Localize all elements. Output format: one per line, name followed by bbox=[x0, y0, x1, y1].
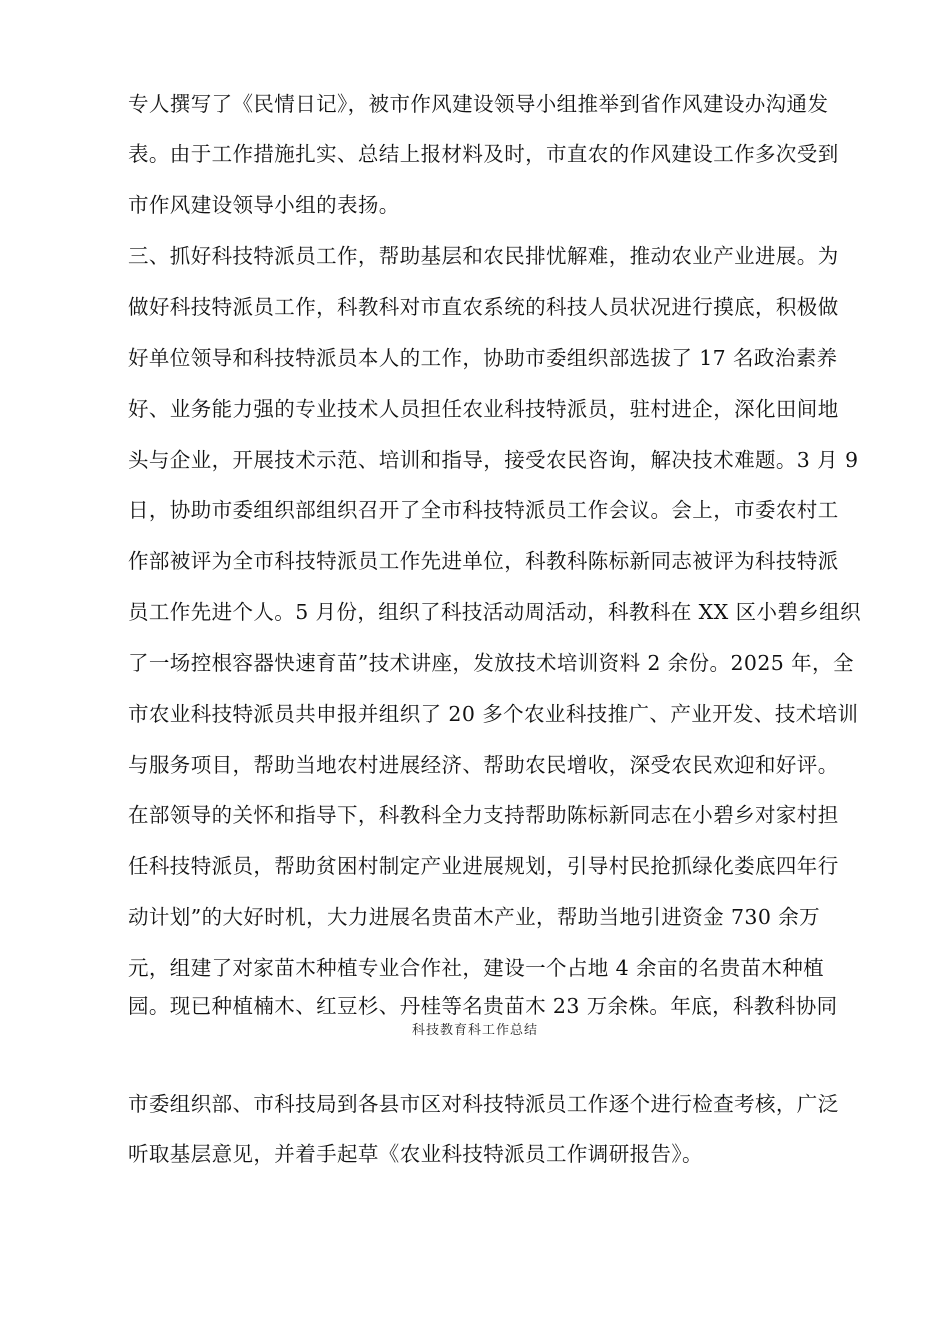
body-line: 市作风建设领导小组的表扬。 bbox=[128, 193, 400, 217]
body-line: 动计划”的大好时机，大力进展名贵苗木产业，帮助当地引进资金 730 余万 bbox=[128, 905, 821, 929]
body-line: 在部领导的关怀和指导下，科教科全力支持帮助陈标新同志在小碧乡对家村担 bbox=[128, 803, 839, 827]
page-footer-title: 科技教育科工作总结 bbox=[411, 1023, 538, 1038]
body-line: 与服务项目，帮助当地农村进展经济、帮助农民增收，深受农民欢迎和好评。 bbox=[128, 753, 839, 777]
body-line: 元，组建了对家苗木种植专业合作社，建设一个占地 4 余亩的名贵苗木种植 bbox=[128, 956, 825, 980]
body-line: 作部被评为全市科技特派员工作先进单位，科教科陈标新同志被评为科技特派 bbox=[128, 549, 839, 573]
body-line: 专人撰写了《民情日记》，被市作风建设领导小组推举到省作风建设办沟通发 bbox=[128, 92, 829, 116]
body-line: 好单位领导和科技特派员本人的工作，协助市委组织部选拔了 17 名政治素养 bbox=[128, 346, 838, 370]
body-line: 头与企业，开展技术示范、培训和指导，接受农民咨询，解决技术难题。3 月 9 bbox=[128, 448, 859, 472]
body-line: 日，协助市委组织部组织召开了全市科技特派员工作会议。会上，市委农村工 bbox=[128, 498, 839, 522]
body-line: 了一场控根容器快速育苗”技术讲座，发放技术培训资料 2 余份。2025 年，全 bbox=[128, 651, 854, 675]
body-line: 做好科技特派员工作，科教科对市直农系统的科技人员状况进行摸底，积极做 bbox=[128, 295, 839, 319]
body-line: 园。现已种植楠木、红豆杉、丹桂等名贵苗木 23 万余株。年底，科教科协同 bbox=[128, 994, 838, 1018]
continued-line: 听取基层意见，并着手起草《农业科技特派员工作调研报告》。 bbox=[128, 1142, 703, 1166]
body-line: 员工作先进个人。5 月份，组织了科技活动周活动，科教科在 XX 区小碧乡组织 bbox=[128, 600, 861, 624]
section-heading-line: 三、抓好科技特派员工作，帮助基层和农民排忧解难，推动农业产业进展。为 bbox=[128, 244, 839, 268]
body-line: 表。由于工作措施扎实、总结上报材料及时，市直农的作风建设工作多次受到 bbox=[128, 142, 839, 166]
body-line: 好、业务能力强的专业技术人员担任农业科技特派员，驻村进企，深化田间地 bbox=[128, 397, 839, 421]
body-line: 任科技特派员，帮助贫困村制定产业进展规划，引导村民抢抓绿化娄底四年行 bbox=[128, 854, 839, 878]
body-line: 市农业科技特派员共申报并组织了 20 多个农业科技推广、产业开发、技术培训 bbox=[128, 702, 859, 726]
continued-line: 市委组织部、市科技局到各县市区对科技特派员工作逐个进行检查考核，广泛 bbox=[128, 1092, 839, 1116]
